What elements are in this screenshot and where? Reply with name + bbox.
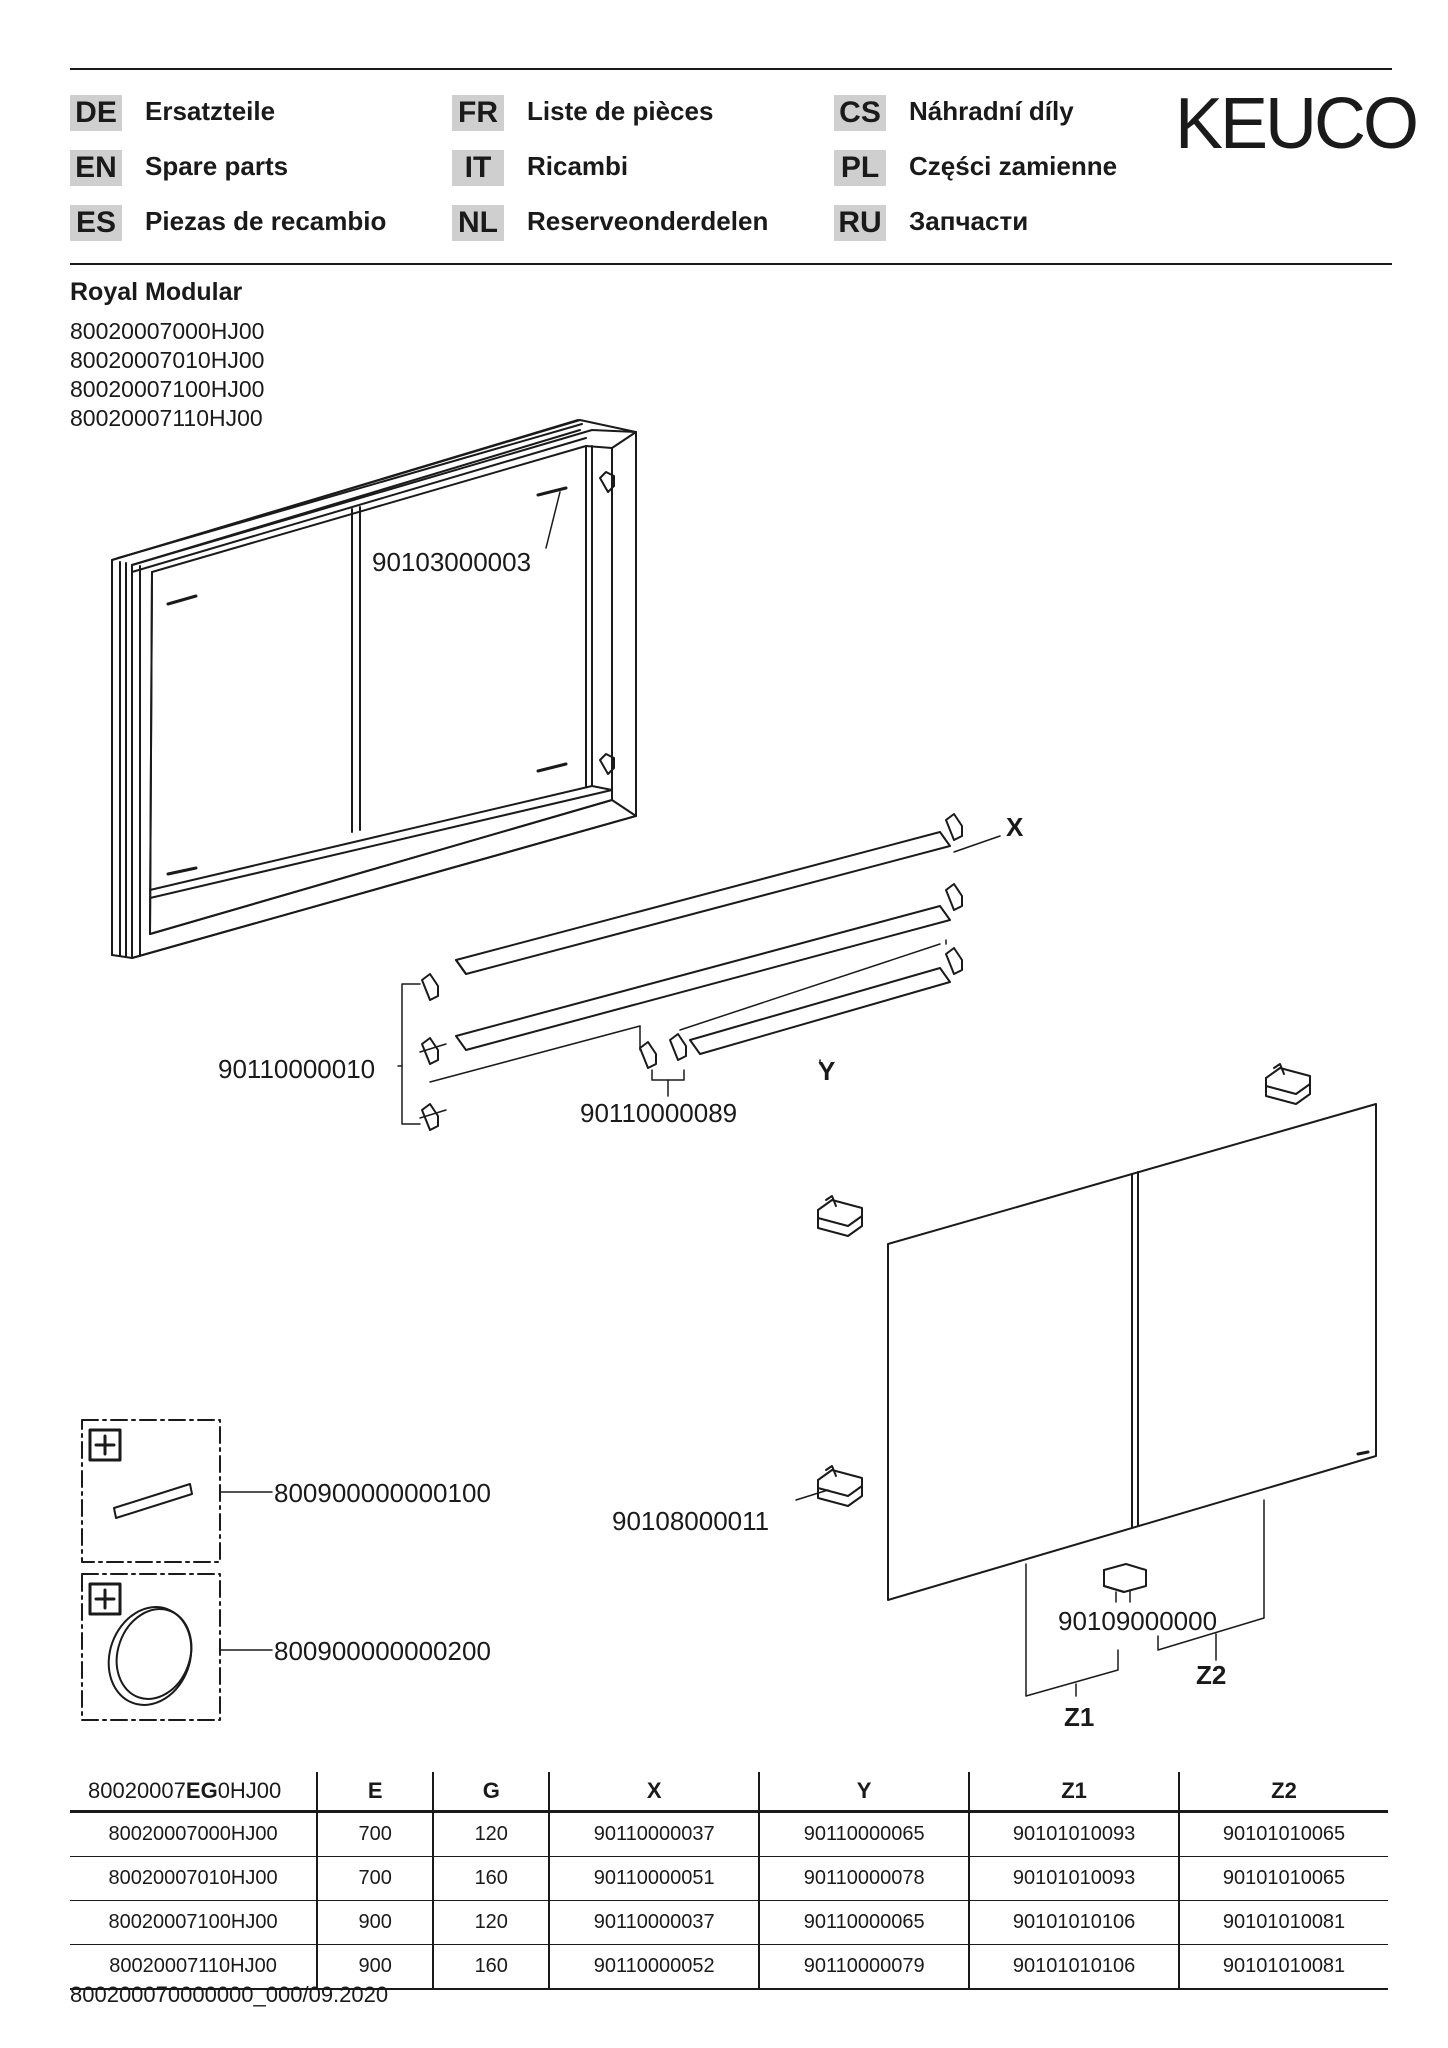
lang-label-es: Piezas de recambio [145,206,387,236]
table-cell: 90110000079 [759,1945,969,1990]
lang-label-cs: Náhradní díly [909,96,1074,126]
lang-code-pl: PL [834,150,886,186]
table-header-row [70,1772,1388,1812]
lang-code-fr: FR [452,95,504,131]
table-cell: 90110000037 [549,1812,759,1857]
accessory-part-number: 800900000000200 [274,1636,491,1666]
lang-code-ru: RU [834,205,886,241]
lang-code-de: DE [70,95,122,131]
lang-label-pl: Części zamienne [909,151,1118,181]
product-title: Royal Modular [70,278,243,306]
brand-logo: KEUCO [1175,84,1417,164]
table-header-model: 80020007EG0HJ00 [70,1772,317,1812]
table-cell: 90110000065 [759,1812,969,1857]
table-cell: 90110000052 [549,1945,759,1990]
table-header-cell: X [549,1772,759,1812]
lang-label-fr: Liste de pièces [527,96,714,126]
table-cell: 160 [433,1945,549,1990]
table-cell: 120 [433,1901,549,1945]
accessory-part-number: 800900000000100 [274,1478,491,1508]
table-row [70,1812,1388,1857]
part-number-label: 90110000089 [580,1098,738,1128]
table-header-cell: Z1 [969,1772,1179,1812]
lang-label-nl: Reserveonderdelen [527,206,769,236]
lang-label-en: Spare parts [145,151,289,181]
part-number-label: 90110000010 [218,1054,376,1084]
lang-code-nl: NL [452,205,504,241]
table-row [70,1901,1388,1945]
lang-label-it: Ricambi [527,151,629,181]
table-cell: 80020007000HJ00 [70,1812,317,1857]
table-cell: 80020007110HJ00 [70,1945,317,1990]
table-cell: 90110000065 [759,1901,969,1945]
table-cell: 90110000037 [549,1901,759,1945]
table-cell: 80020007100HJ00 [70,1901,317,1945]
table-row [70,1857,1388,1901]
table-cell: 160 [433,1857,549,1901]
part-number-label: 90103000003 [372,547,532,577]
accessory-box-light-strip [82,1420,220,1562]
hinge-top-left [818,1196,862,1236]
table-header-cell: E [317,1772,433,1812]
table-cell: 900 [317,1901,433,1945]
table-cell: 90101010065 [1179,1857,1388,1901]
table-cell: 90101010093 [969,1812,1179,1857]
lang-code-es: ES [70,205,122,241]
spare-parts-table [70,1772,1388,1990]
model-number: 80020007100HJ00 [70,376,265,402]
dimension-label-z1: Z1 [1064,1702,1095,1732]
table-cell: 90101010065 [1179,1812,1388,1857]
model-number: 80020007010HJ00 [70,347,265,373]
table-header-cell: Z2 [1179,1772,1388,1812]
dimension-label-z2: Z2 [1196,1660,1227,1690]
lang-code-cs: CS [834,95,886,131]
hinge-top-right [1266,1064,1310,1104]
lang-label-ru: Запчасти [909,206,1029,236]
model-number: 80020007110HJ00 [70,405,263,431]
mirror-doors [888,1104,1376,1600]
table-cell: 90101010106 [969,1901,1179,1945]
document-code: 800200070000000_000/09.2020 [70,1982,389,2007]
lang-code-it: IT [452,150,504,186]
table-cell: 90101010081 [1179,1901,1388,1945]
shelf-label-x: X [1006,812,1024,842]
part-number-label: 90109000000 [1058,1606,1218,1636]
model-number: 80020007000HJ00 [70,318,265,344]
table-cell: 90110000078 [759,1857,969,1901]
glass-shelves [456,832,950,1054]
table-cell: 90101010081 [1179,1945,1388,1990]
lang-label-de: Ersatzteile [145,96,276,126]
table-cell: 90110000051 [549,1857,759,1901]
table-header-cell: Y [759,1772,969,1812]
table-cell: 80020007010HJ00 [70,1857,317,1901]
table-header-cell: G [433,1772,549,1812]
part-number-label: 90108000011 [612,1506,770,1536]
lang-code-en: EN [70,150,122,186]
shelf-label-y: Y [818,1056,836,1086]
hinge-bottom-left [818,1466,862,1506]
table-cell: 90101010093 [969,1857,1179,1901]
table-cell: 700 [317,1812,433,1857]
table-cell: 120 [433,1812,549,1857]
table-cell: 900 [317,1945,433,1990]
table-cell: 700 [317,1857,433,1901]
table-cell: 90101010106 [969,1945,1179,1990]
